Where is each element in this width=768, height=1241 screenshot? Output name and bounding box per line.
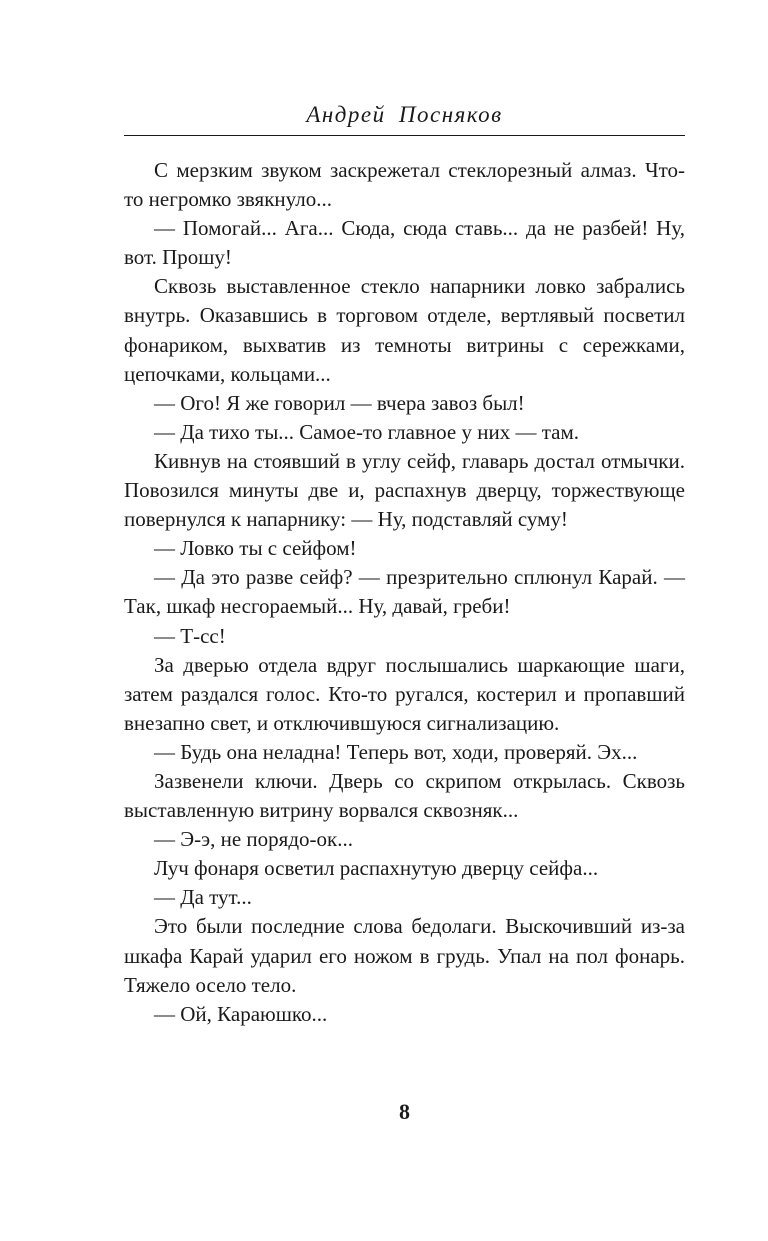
paragraph: — Ой, Караюшко...: [154, 1001, 328, 1026]
paragraph: Луч фонаря осветил распахнутую дверцу сейфа...: [154, 856, 599, 881]
paragraph: — Да тут...: [154, 885, 252, 910]
paragraph: Зазвенели ключи. Дверь со скрипом открылась. Сквозь выставленную витрину ворвался сквозняк...: [124, 768, 685, 823]
paragraph: — Т-сс!: [154, 623, 226, 648]
header-rule: [124, 135, 685, 136]
paragraph: Кивнув на стоявший в углу сейф, главарь достал отмычки. Повозился минуты две и, распахнув дверцу, торжествующе повернулся к напарнику: — Ну, подставляй суму!: [124, 448, 685, 532]
paragraph: За дверью отдела вдруг послышались шаркающие шаги, затем раздался голос. Кто-то ругался, костерил и пропавший внезапно свет, и отключившуюся сигнализацию.: [124, 652, 685, 735]
paragraph: С мерзким звуком заскрежетал стеклорезный алмаз. Что-то негромко звякнуло...: [124, 158, 685, 212]
paragraph: — Да это разве сейф? — презрительно сплюнул Карай. — Так, шкаф несгораемый... Ну, давай, греби!: [124, 565, 685, 619]
page-number: 8: [399, 1099, 410, 1124]
paragraph: — Ого! Я же говорил — вчера завоз был!: [154, 390, 525, 415]
running-head-author: Андрей Посняков: [306, 102, 503, 127]
paragraph: Сквозь выставленное стекло напарники ловко забрались внутрь. Оказавшись в торговом отделе, вертлявый посветил фонариком, выхватив из темноты витрины с сережками, цепочками, кольцами...: [124, 274, 685, 386]
paragraph: Это были последние слова бедолаги. Выскочивший из-за шкафа Карай ударил его ножом в грудь. Упал на пол фонарь. Тяжело осело тело.: [124, 914, 685, 997]
paragraph: — Помогай... Ага... Сюда, сюда ставь... да не разбей! Ну, вот. Прошу!: [124, 216, 685, 270]
paragraph: — Э-э, не порядо-ок...: [154, 827, 353, 852]
paragraph: — Будь она неладна! Теперь вот, ходи, проверяй. Эх...: [154, 739, 638, 764]
paragraph: — Ловко ты с сейфом!: [154, 536, 357, 561]
paragraph: — Да тихо ты... Самое-то главное у них — там.: [154, 419, 579, 444]
body-text: [124, 156, 685, 1029]
